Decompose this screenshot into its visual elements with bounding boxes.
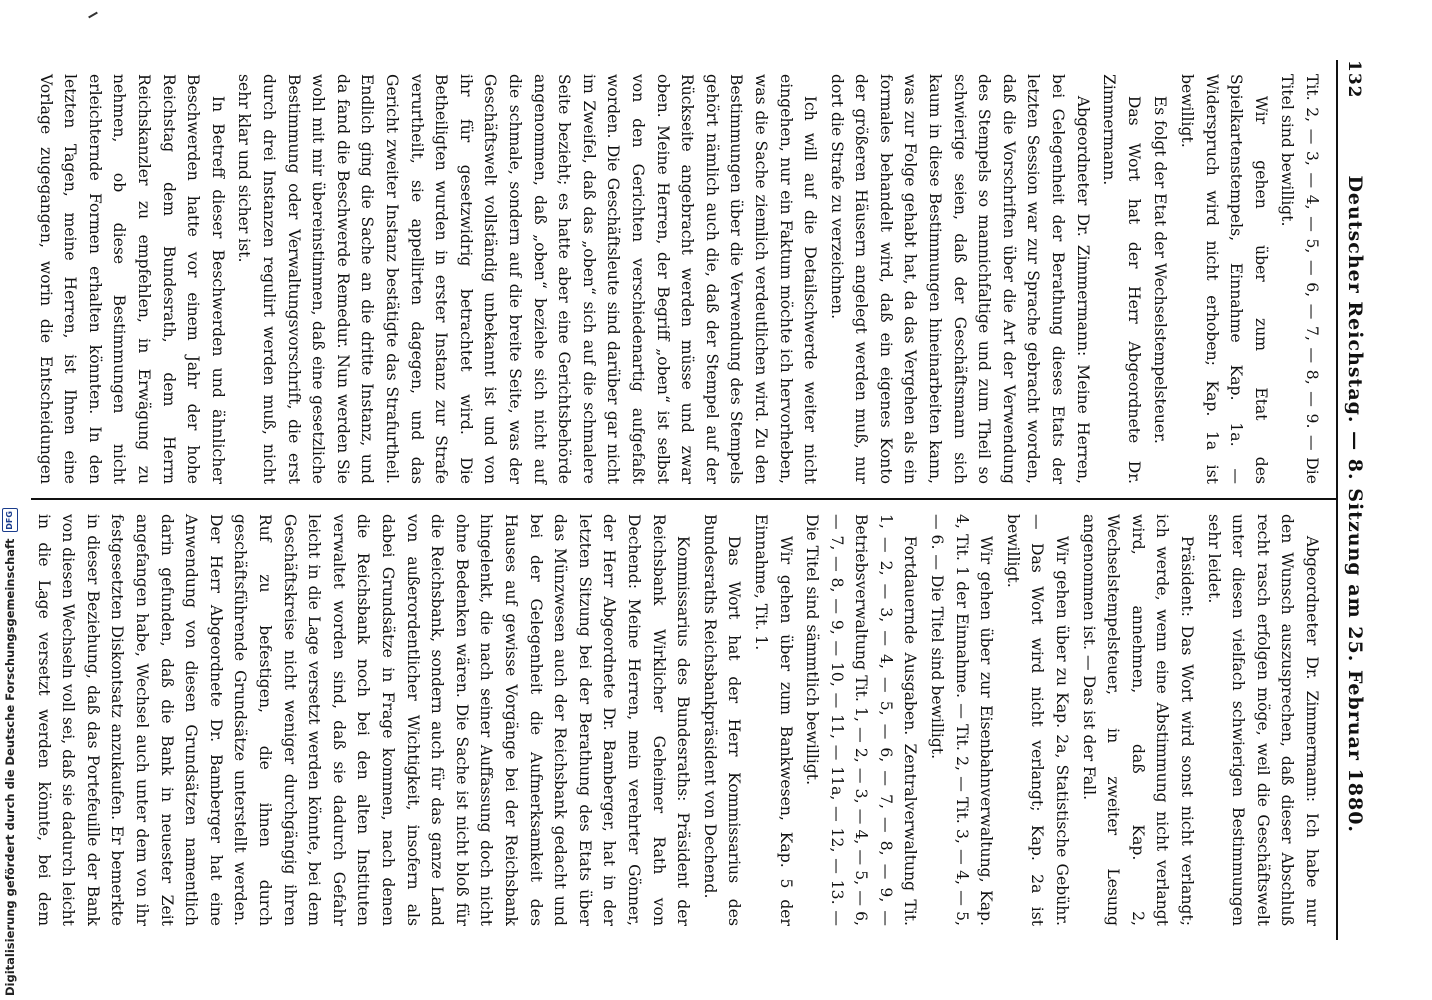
text-columns xyxy=(31,60,1336,940)
right-column xyxy=(31,500,1336,940)
paragraph: In Betreff dieser Beschwerden und ähnlicher Beschwerden hatte vor einem Jahr der hohe Reichstag dem Bundesrath, dem Herrn Reichskanzler zu empfehlen, in Erwägung zu nehmen, ob diese Bestimmungen nicht erleichternde Formen erhalten könnten. In den letzten Tagen, meine Herren, ist Ihnen eine Vorlage zugegangen, worin die Entscheidungen xyxy=(36,74,227,484)
page-number: 132 xyxy=(1344,60,1364,99)
paragraph: Abgeordneter Dr. Zimmermann: Ich habe nur den Wunsch auszusprechen, daß dieser Abschluß recht rasch erfolgen möge, weil die Geschäftswelt unter diesen vielfach schwierigen Bestimmungen sehr leidet. xyxy=(1204,514,1321,926)
paragraph: Es folgt der Etat der Wechselstempelsteuer. xyxy=(1151,95,1170,444)
paragraph: Wir gehen über zu Kap. 2a, Statistische Gebühr. — Das Wort wird nicht verlangt; Kap. 2a ist bewilligt. xyxy=(1003,514,1072,926)
paragraph: Wir gehen über zum Bankwesen, Kap. 5 der Einnahme, Tit. 1. xyxy=(751,514,795,926)
dfg-logo-icon: DFG xyxy=(2,508,18,532)
paragraph: Das Wort hat der Herr Kommissarius des Bundesraths Reichsbankpräsident von Dechend. xyxy=(700,514,744,926)
paragraph: Wir gehen über zum Etat des Spielkartenstempels, Einnahme Kap. 1a. — Widerspruch wird nicht erhoben; Kap. 1a ist bewilligt. xyxy=(1178,74,1270,484)
running-title: Deutscher Reichstag. — 8. Sitzung am 25. Februar 1880. xyxy=(1344,175,1366,834)
paragraph: Wir gehen über zur Eisenbahnverwaltung, Kap. 4, Tit. 1 der Einnahme. — Tit. 2, — Tit. 3, — 4, — 5, — 6. — Die Titel sind bewilligt. xyxy=(928,514,996,926)
paragraph: Fortdauernde Ausgaben. Zentralverwaltung Tit. 1, — 2, — 3, — 4, — 5, — 6, — 7, — 8, — 9, — Betriebsverwaltung Tit. 1, — 2, — 3, — 4, — 5, — 6, — 7, — 8, — 9, — 10, — 11, — 11a, — 12, — 13. — Die Titel sind sämmtlich bewilligt. xyxy=(803,514,920,926)
page-header xyxy=(1336,60,1366,940)
paragraph: Ich will auf die Detailschwerde weiter nicht eingehen, nur ein Faktum möchte ich hervorheben, was die Sache ziemlich verdeutlichen wird. Zu den Bestimmungen über die Verwendung des Stempels gehört nämlich auch die, daß der Stempel auf der Rückseite angebracht werden müsse und zwar oben. Meine Herren, der Begriff „oben“ ist selbst von den Gerichten verschiedenartig aufgefaßt worden. Die Geschäftsleute sind darüber gar nicht im Zweifel, daß das „oben“ sich auf die schmalere Seite bezieht; es hatte aber eine Gerichtsbehörde angenommen, daß „oben“ beziehe sich nicht auf die schmale, sondern auf die breite Seite, was der Geschäftswelt vollständig unbekannt ist und von ihr für gesetzwidrig betrachtet wird. Die Betheiligten wurden in erster Instanz zur Strafe verurtheilt, sie appellirten dagegen, und das Gericht zweiter Instanz bestätigte das Strafurtheil. Endlich ging die Sache an die dritte Instanz, und da fand die Beschwerde Remedur. Nun werden Sie wohl mit mir übereinstimmen, daß eine gesetzliche Bestimmung oder Verwaltungsvorschrift, die erst durch drei Instanzen regulirt werden muß, nicht sehr klar und sicher ist. xyxy=(235,74,820,484)
digitisation-credit xyxy=(0,0,20,1000)
credit-text: Digitalisierung gefördert durch die Deutsche Forschungsgemeinschaft xyxy=(3,538,17,996)
paragraph: Kommissarius des Bundesraths: Präsident der Reichsbank Wirklicher Geheimer Rath von Dechend: Meine Herren, mein verehrter Gönner, der Herr Abgeordnete Dr. Bamberger, hat in der letzten Sitzung bei der Berathung des Etats über das Münzwesen auch der Reichsbank gedacht und bei der Gelegenheit die Aufmerksamkeit des Hauses auf gewisse Vorgänge bei der Reichsbank hingelenkt, die nach seiner Auffassung doch nicht ohne Bedenken wären. Die Sache ist nicht bloß für die Reichsbank, sondern auch für das ganze Land von außerordentlicher Wichtigkeit, insofern als dabei Grundsätze in Frage kommen, nach denen die Reichsbank noch bei den alten Instituten verwaltet worden sind, daß sie dadurch Gefahr leicht in die Lage versetzt werden könnte, bei dem Geschäftskreise nicht weniger durchgängig ihren Ruf zu befestigen, die ihnen durch geschäftsführende Grundsätze unterstellt werden. Der Herr Abgeordnete Dr. Bamberger hat eine Anwendung von diesen Grundsätzen namentlich darin gefunden, daß die Bank in neuester Zeit angefangen habe, Wechsel auch unter dem von ihr festgesetzten Diskontsatz anzukaufen. Er bemerkte in dieser Beziehung, daß das Portefeuille der Bank von diesen Wechseln voll sei, daß sie dadurch leicht in die Lage versetzt werden könnte, bei dem xyxy=(34,514,693,926)
left-column xyxy=(31,60,1336,500)
paragraph: Abgeordneter Dr. Zimmermann: Meine Herren, bei Gelegenheit der Berathung dieses Etats der letzten Session war zur Sprache gebracht worden, daß die Vorschriften über die Art der Verwendung des Stempels so mannichfaltige und zum Theil so schwierige seien, daß der Geschäftsmann sich kaum in diese Bestimmungen hineinarbeiten kann, was zur Folge gehabt hat, da das Vergehen als ein formales behandelt wird, daß ein eigenes Konto der größeren Häusern angelegt werden muß, nur dort die Strafe zu verzeichnen. xyxy=(827,74,1092,484)
paragraph: Tit. 2, — 3, — 4, — 5, — 6, — 7, — 8, — 9. — Die Titel sind bewilligt. xyxy=(1278,74,1321,484)
paragraph: Das Wort hat der Herr Abgeordnete Dr. Zimmermann. xyxy=(1100,74,1143,484)
paragraph: Präsident: Das Wort wird sonst nicht verlangt; ich werde, wenn eine Abstimmung nicht verlangt wird, annehmen, daß Kap. 2, Wechselstempelsteuer, in zweiter Lesung angenommen ist. — Das ist der Fall. xyxy=(1079,514,1197,926)
